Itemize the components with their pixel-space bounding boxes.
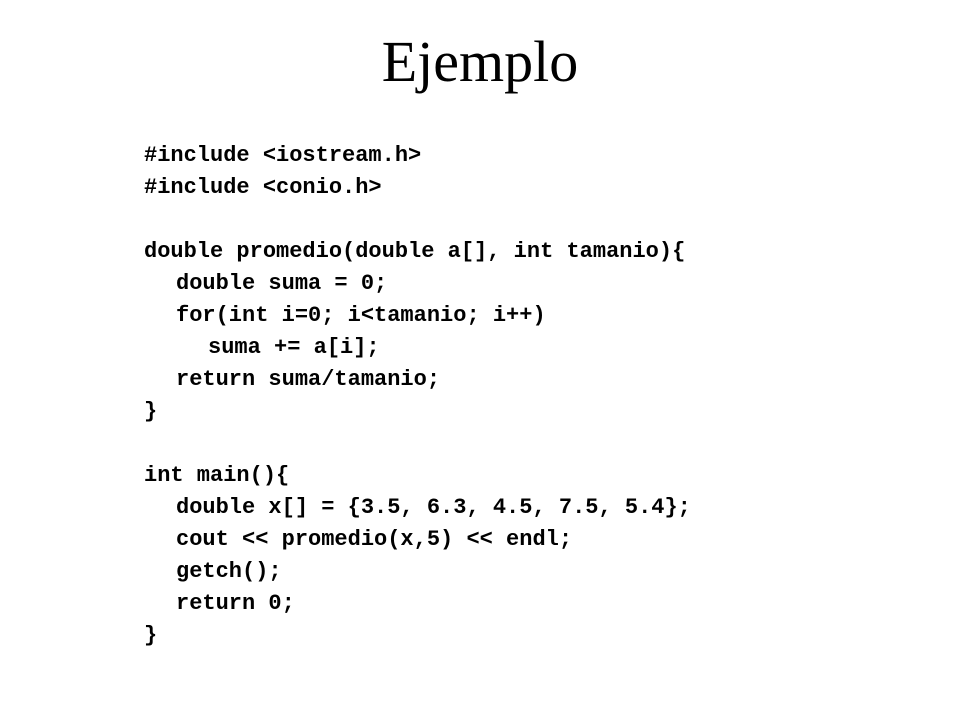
code-line: getch(); xyxy=(176,559,282,584)
code-line: return suma/tamanio; xyxy=(176,367,441,392)
code-line: double promedio(double a[], int tamanio){ xyxy=(144,239,686,264)
code-line: double suma = 0; xyxy=(176,271,388,296)
code-line: } xyxy=(144,399,158,424)
code-line: #include <conio.h> xyxy=(144,175,382,200)
code-block xyxy=(144,140,691,652)
code-line-blank xyxy=(144,428,691,460)
code-line: int main(){ xyxy=(144,463,290,488)
code-line: cout << promedio(x,5) << endl; xyxy=(176,527,573,552)
code-line: return 0; xyxy=(176,591,295,616)
code-line: } xyxy=(144,623,158,648)
code-line: double x[] = {3.5, 6.3, 4.5, 7.5, 5.4}; xyxy=(176,495,691,520)
code-line: for(int i=0; i<tamanio; i++) xyxy=(176,303,546,328)
code-line: suma += a[i]; xyxy=(208,335,380,360)
code-line-blank xyxy=(144,204,691,236)
code-line: #include <iostream.h> xyxy=(144,143,422,168)
slide-title: Ejemplo xyxy=(381,29,579,94)
